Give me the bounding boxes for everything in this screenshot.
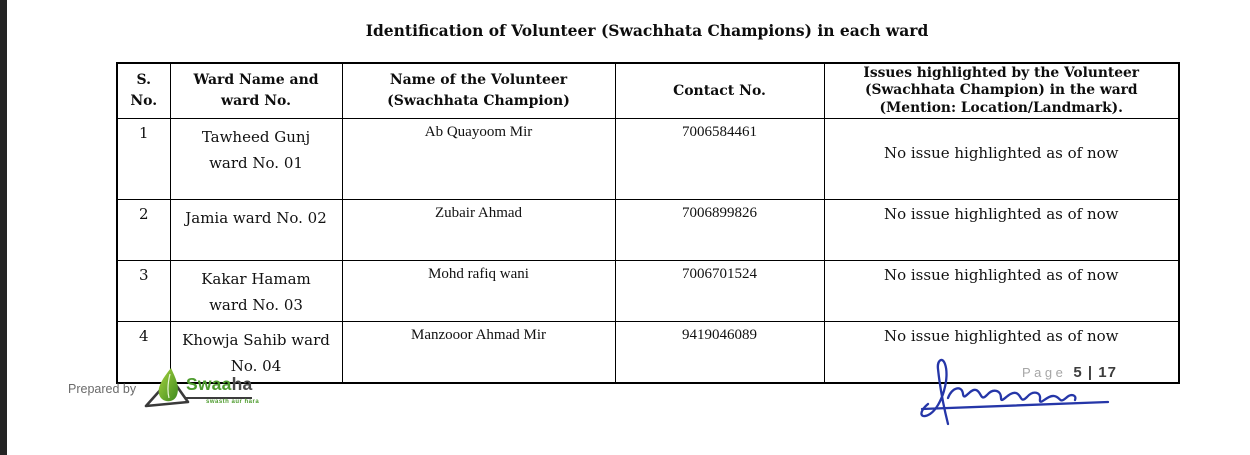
page-title: Identification of Volunteer (Swachhata Champions) in each ward	[365, 21, 929, 40]
issue-cell: No issue highlighted as of now	[824, 261, 1179, 322]
ward-line: Tawheed Gunj	[201, 128, 311, 146]
contact-cell: 9419046089	[615, 322, 824, 384]
ward-line: Khowja Sahib ward	[182, 331, 330, 349]
page-number: 5 | 17	[1073, 364, 1117, 381]
contact-cell: 7006701524	[615, 261, 824, 322]
table-header-row	[117, 63, 1179, 119]
ward-line: ward No. 03	[209, 296, 303, 314]
header-line: No.	[130, 93, 158, 109]
header-line: (Mention: Location/Landmark).	[879, 99, 1123, 116]
header-line: (Swachhata Champion)	[387, 93, 570, 109]
contact-cell: 7006899826	[615, 200, 824, 261]
issue-cell: No issue highlighted as of now	[824, 200, 1179, 261]
ward-cell	[170, 261, 342, 322]
ward-line: No. 04	[230, 357, 282, 375]
ward-cell	[170, 200, 342, 261]
prepared-by-label: Prepared by	[68, 382, 137, 396]
volunteer-cell: Manzooor Ahmad Mir	[342, 322, 615, 384]
swaaha-logo-icon	[142, 366, 192, 410]
ward-line: ward No. 01	[209, 154, 303, 172]
header-line: Name of the Volunteer	[389, 72, 568, 88]
header-line: ward No.	[221, 93, 291, 109]
brand-name-green: Swaa	[186, 374, 232, 394]
sno-cell: 3	[117, 261, 170, 322]
issue-cell: No issue highlighted as of now	[824, 322, 1179, 384]
signature	[912, 352, 1124, 430]
brand-name	[186, 374, 252, 399]
header-line: Ward Name and	[193, 72, 319, 88]
header-contact	[615, 63, 824, 119]
volunteer-table	[116, 62, 1180, 384]
ward-line: Kakar Hamam	[201, 270, 311, 288]
sno-cell: 2	[117, 200, 170, 261]
header-line: Contact No.	[673, 82, 766, 99]
sno-cell: 4	[117, 322, 170, 384]
sno-cell: 1	[117, 119, 170, 200]
header-line: S.	[136, 72, 151, 88]
volunteer-cell: Mohd rafiq wani	[342, 261, 615, 322]
ward-cell	[170, 119, 342, 200]
table-row	[117, 200, 1179, 261]
header-line: Issues highlighted by the Volunteer	[863, 65, 1140, 82]
ward-line: Jamia ward No. 02	[185, 209, 327, 227]
contact-cell: 7006584461	[615, 119, 824, 200]
table-row	[117, 261, 1179, 322]
header-line: (Swachhata Champion) in the ward	[864, 82, 1138, 99]
volunteer-cell: Zubair Ahmad	[342, 200, 615, 261]
brand-name-dark: ha	[231, 374, 253, 394]
issue-cell: No issue highlighted as of now	[824, 119, 1179, 200]
header-volunteer	[342, 63, 615, 119]
header-issues	[824, 63, 1179, 119]
page-word: Page	[1022, 365, 1067, 380]
brand-tagline: swasth aur hara	[206, 399, 260, 405]
header-ward	[170, 63, 342, 119]
header-sno	[117, 63, 170, 119]
table-row	[117, 119, 1179, 200]
page-edge-strip	[0, 0, 7, 455]
volunteer-cell: Ab Quayoom Mir	[342, 119, 615, 200]
